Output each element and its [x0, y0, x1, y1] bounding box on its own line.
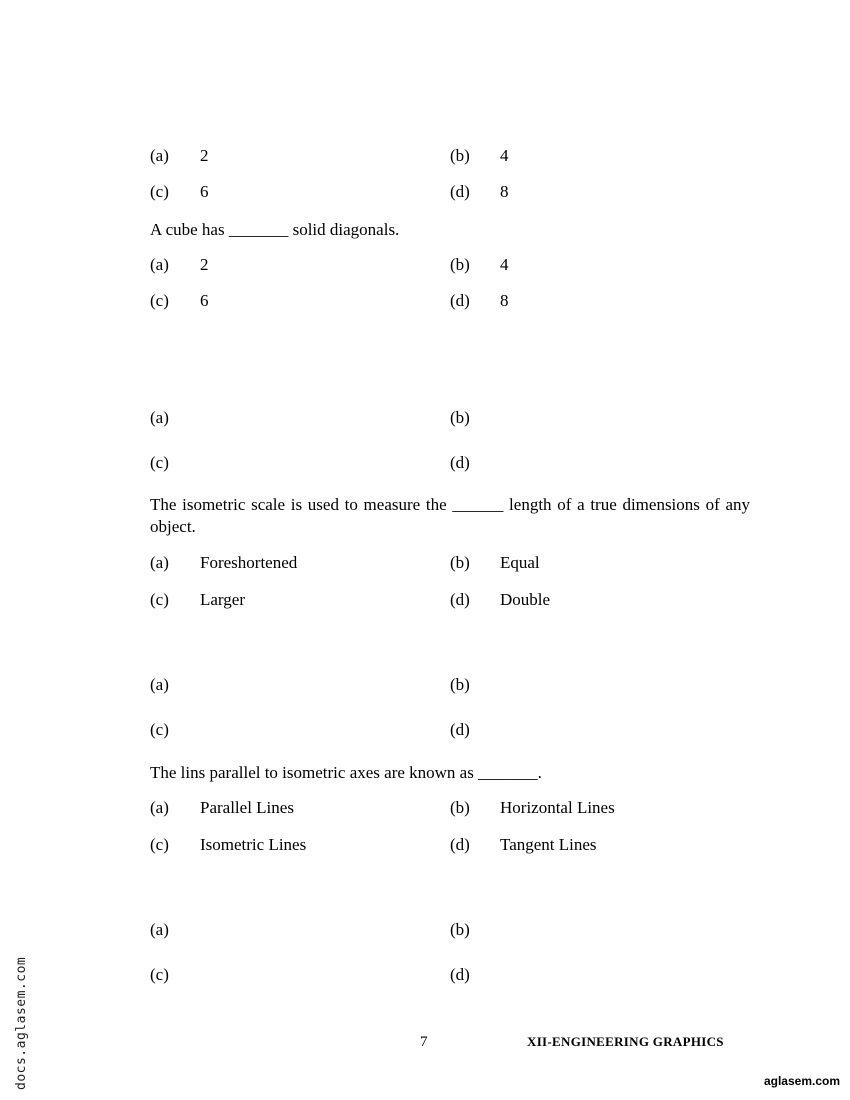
- option-value: 8: [500, 182, 509, 201]
- option-label: (d): [450, 590, 470, 609]
- option-label: (b): [450, 920, 470, 939]
- option-row: [150, 835, 750, 857]
- option-value: 2: [200, 255, 209, 274]
- option-label: (c): [150, 182, 169, 201]
- option-label: (a): [150, 255, 169, 274]
- option-value: 6: [200, 291, 209, 310]
- option-label: (c): [150, 835, 169, 854]
- option-label: (b): [450, 255, 470, 274]
- option-label: (d): [450, 182, 470, 201]
- option-label: (c): [150, 965, 169, 984]
- option-value: Foreshortened: [200, 553, 298, 572]
- option-label: (c): [150, 720, 169, 739]
- option-row: [150, 590, 750, 612]
- option-row: [150, 720, 750, 742]
- option-row: [150, 453, 750, 475]
- option-label: (a): [150, 920, 169, 939]
- option-value: Double: [500, 590, 551, 609]
- page-number: 7: [420, 1034, 428, 1050]
- option-label: (b): [450, 146, 470, 165]
- option-value: 8: [500, 291, 509, 310]
- footer-subject-title: XII-ENGINEERING GRAPHICS: [527, 1034, 724, 1049]
- option-value: Horizontal Lines: [500, 798, 615, 817]
- side-watermark: docs.aglasem.com: [14, 956, 29, 1090]
- option-label: (b): [450, 798, 470, 817]
- option-row: [150, 965, 750, 987]
- option-label: (a): [150, 675, 169, 694]
- option-label: (a): [150, 408, 169, 427]
- option-row: [150, 408, 750, 430]
- option-row: [150, 182, 750, 204]
- option-label: (d): [450, 835, 470, 854]
- option-value: Larger: [200, 590, 245, 609]
- option-row: [150, 675, 750, 697]
- option-value: Tangent Lines: [500, 835, 597, 854]
- option-row: [150, 255, 750, 277]
- option-value: Isometric Lines: [200, 835, 307, 854]
- option-value: 2: [200, 146, 209, 165]
- option-label: (b): [450, 408, 470, 427]
- option-label: (d): [450, 453, 470, 472]
- option-label: (c): [150, 453, 169, 472]
- option-label: (d): [450, 720, 470, 739]
- option-value: Equal: [500, 553, 540, 572]
- option-label: (a): [150, 146, 169, 165]
- option-label: (c): [150, 291, 169, 310]
- question-text: The isometric scale is used to measure the ______ length of a true dimensions of any object.: [150, 495, 750, 536]
- option-label: (a): [150, 798, 169, 817]
- option-value: 6: [200, 182, 209, 201]
- option-row: [150, 291, 750, 313]
- option-label: (d): [450, 291, 470, 310]
- option-label: (c): [150, 590, 169, 609]
- option-value: 4: [500, 255, 509, 274]
- option-label: (b): [450, 675, 470, 694]
- option-value: 4: [500, 146, 509, 165]
- option-label: (b): [450, 553, 470, 572]
- option-row: [150, 920, 750, 942]
- option-row: [150, 146, 750, 168]
- option-row: [150, 553, 750, 575]
- option-value: Parallel Lines: [200, 798, 294, 817]
- option-label: (d): [450, 965, 470, 984]
- question-text: A cube has _______ solid diagonals.: [150, 220, 400, 239]
- question-text: The lins parallel to isometric axes are known as _______.: [150, 763, 542, 782]
- option-label: (a): [150, 553, 169, 572]
- option-row: [150, 798, 750, 820]
- corner-watermark: aglasem.com: [763, 1074, 840, 1088]
